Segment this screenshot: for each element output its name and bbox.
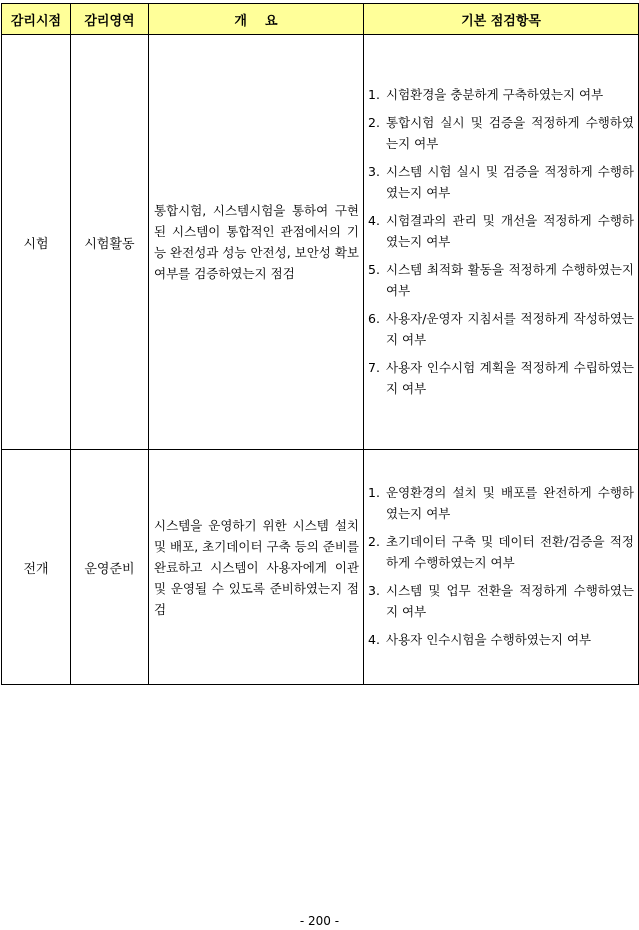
item-text: 통합시험 실시 및 검증을 적정하게 수행하였는지 여부 — [386, 114, 634, 151]
item-text: 시험환경을 충분하게 구축하였는지 여부 — [386, 86, 604, 102]
check-items-list — [364, 482, 638, 650]
item-text: 사용자 인수시험을 수행하였는지 여부 — [386, 632, 592, 647]
list-item — [368, 161, 634, 203]
item-number: 4. — [368, 632, 380, 647]
table-row — [2, 450, 639, 685]
item-number: 3. — [368, 163, 380, 179]
item-number: 5. — [368, 261, 380, 277]
audit-area-cell: 운영준비 — [71, 450, 149, 685]
header-row — [2, 4, 639, 35]
summary-cell — [149, 35, 364, 450]
header-audit-area: 감리영역 — [71, 4, 149, 35]
audit-timing-cell: 시험 — [2, 35, 71, 450]
check-items-cell — [364, 35, 639, 450]
table-row — [2, 35, 639, 450]
list-item — [368, 112, 634, 154]
item-text: 시험결과의 관리 및 개선을 적정하게 수행하였는지 여부 — [386, 212, 634, 249]
item-number: 7. — [368, 359, 380, 375]
item-number: 3. — [368, 583, 380, 598]
list-item — [368, 629, 634, 650]
list-item — [368, 531, 634, 573]
item-text: 시스템 최적화 활동을 적정하게 수행하였는지 여부 — [386, 261, 634, 298]
header-check-items: 기본 점검항목 — [364, 4, 639, 35]
page-number: - 200 - — [299, 914, 340, 928]
summary-text: 통합시험, 시스템시험을 통하여 구현된 시스템이 통합적인 관점에서의 기능 완전성과 성능 안전성, 보안성 확보 여부를 검증하였는지 점검 — [154, 203, 359, 281]
item-text: 시스템 및 업무 전환을 적정하게 수행하였는지 여부 — [386, 583, 634, 619]
list-item — [368, 210, 634, 252]
audit-area-cell: 시험활동 — [71, 35, 149, 450]
list-item — [368, 357, 634, 399]
list-item — [368, 84, 634, 105]
audit-timing-cell: 전개 — [2, 450, 71, 685]
item-text: 초기데이터 구축 및 데이터 전환/검증을 적정하게 수행하였는지 여부 — [386, 534, 634, 570]
item-number: 1. — [368, 86, 380, 102]
audit-checklist-table — [1, 3, 639, 685]
item-number: 1. — [368, 485, 380, 500]
list-item — [368, 580, 634, 622]
item-number: 6. — [368, 310, 380, 326]
item-text: 운영환경의 설치 및 배포를 완전하게 수행하였는지 여부 — [386, 485, 634, 521]
check-items-cell — [364, 450, 639, 685]
item-text: 사용자/운영자 지침서를 적정하게 작성하였는지 여부 — [386, 310, 634, 347]
check-items-list — [364, 84, 638, 399]
item-text: 시스템 시험 실시 및 검증을 적정하게 수행하였는지 여부 — [386, 163, 634, 200]
item-number: 2. — [368, 534, 380, 549]
list-item — [368, 308, 634, 350]
list-item — [368, 259, 634, 301]
item-number: 2. — [368, 114, 380, 130]
item-number: 4. — [368, 212, 380, 228]
header-audit-timing: 감리시점 — [2, 4, 71, 35]
summary-text: 시스템을 운영하기 위한 시스템 설치 및 배포, 초기데이터 구축 등의 준비를 완료하고 시스템이 사용자에게 이관 및 운영될 수 있도록 준비하였는지 점검 — [154, 517, 359, 617]
item-text: 사용자 인수시험 계획을 적정하게 수립하였는지 여부 — [386, 359, 634, 396]
list-item — [368, 482, 634, 524]
summary-cell — [149, 450, 364, 685]
header-summary: 개 요 — [149, 4, 364, 35]
